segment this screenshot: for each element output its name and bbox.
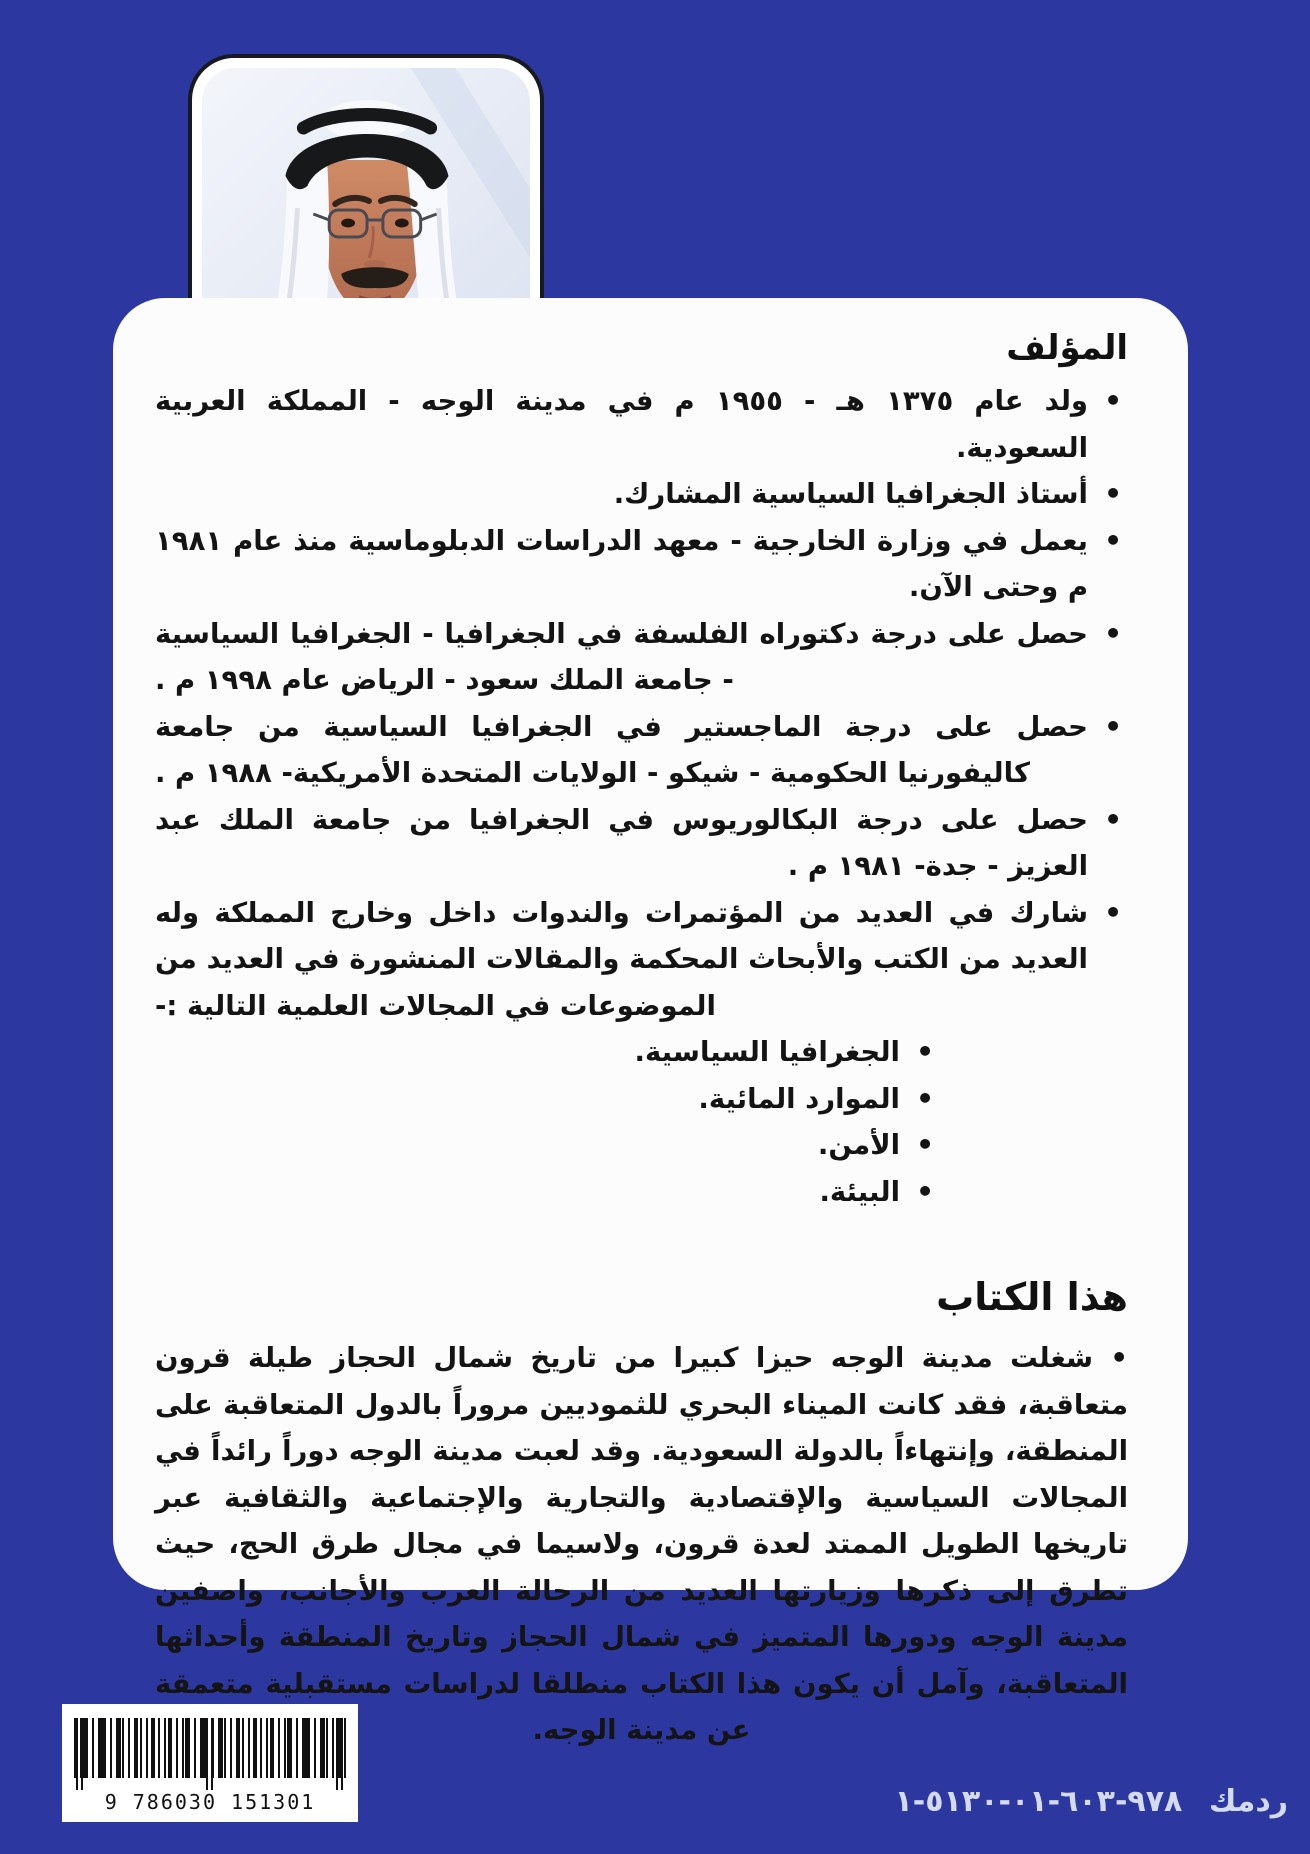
barcode: [62, 1704, 358, 1822]
author-bullet-masters: • حصل على درجة الماجستير في الجغرافيا السياسية من جامعة كاليفورنيا الحكومية - شيكو - الولايات المتحدة الأمريكية- ١٩٨٨ م .: [155, 704, 1128, 797]
topic-security: • الأمن.: [155, 1122, 940, 1169]
topics-list: [155, 1029, 940, 1215]
author-bullet-phd: • حصل على درجة دكتوراه الفلسفة في الجغرافيا - الجغرافيا السياسية - جامعة الملك سعود - الرياض عام ١٩٩٨ م .: [155, 611, 1128, 704]
topic-political-geography: • الجغرافيا السياسية.: [155, 1029, 940, 1076]
author-bullet-birth: • ولد عام ١٣٧٥ هـ - ١٩٥٥ م في مدينة الوجه - المملكة العربية السعودية.: [155, 378, 1128, 471]
topic-environment: • البيئة.: [155, 1169, 940, 1216]
barcode-guard-right: [336, 1718, 344, 1790]
isbn-label: ردمك: [1208, 1784, 1288, 1819]
author-bullet-professor: • أستاذ الجغرافيا السياسية المشارك.: [155, 471, 1128, 518]
panel-content: [155, 322, 1128, 1754]
book-section-heading: هذا الكتاب: [936, 1275, 1128, 1319]
barcode-guard-left: [76, 1718, 84, 1790]
barcode-digits: 9 786030 151301: [104, 1790, 316, 1814]
isbn-number: ٩٧٨-٦٠٣-٠١-٥١٣٠-١: [894, 1784, 1183, 1819]
topic-water-resources: • الموارد المائية.: [155, 1076, 940, 1123]
author-section-heading: المؤلف: [1006, 328, 1128, 368]
book-description: • شغلت مدينة الوجه حيزا كبيرا من تاريخ شمال الحجاز طيلة قرون متعاقبة، فقد كانت الميناء البحري للثموديين مروراً بالدول المتعاقبة على المنطقة، وإنتهاءاً بالدولة السعودية. وقد لعبت مدينة الوجه دوراً رائداً في المجالات السياسية والإقتصادية والتجارية والإجتماعية والثقافية عبر تاريخها الطويل الممتد لعدة قرون، ولاسيما في مجال طرق الحج، حيث تطرق إلى ذكرها وزيارتها العديد من الرحالة العرب والأجانب، واصفين مدينة الوجه ودورها المتميز في شمال الحجاز وتاريخ المنطقة وأحداثها المتعاقبة، وآمل أن يكون هذا الكتاب منطلقا لدراسات مستقبلية متعمقة عن مدينة الوجه.: [155, 1335, 1128, 1754]
barcode-guard-middle: [206, 1718, 214, 1790]
isbn-line: [894, 1784, 1288, 1819]
info-panel: [113, 298, 1188, 1746]
barcode-bars: [74, 1718, 346, 1778]
author-bullet-ministry: • يعمل في وزارة الخارجية - معهد الدراسات الدبلوماسية منذ عام ١٩٨١ م وحتى الآن.: [155, 518, 1128, 611]
author-bullet-list: [155, 378, 1128, 1029]
author-bullet-bachelors: • حصل على درجة البكالوريوس في الجغرافيا من جامعة الملك عبد العزيز - جدة- ١٩٨١ م .: [155, 797, 1128, 890]
author-bullet-activities: • شارك في العديد من المؤتمرات والندوات داخل وخارج المملكة وله العديد من الكتب والأبحاث المحكمة والمقالات المنشورة في العديد من الموضوعات في المجالات العلمية التالية :-: [155, 890, 1128, 1030]
